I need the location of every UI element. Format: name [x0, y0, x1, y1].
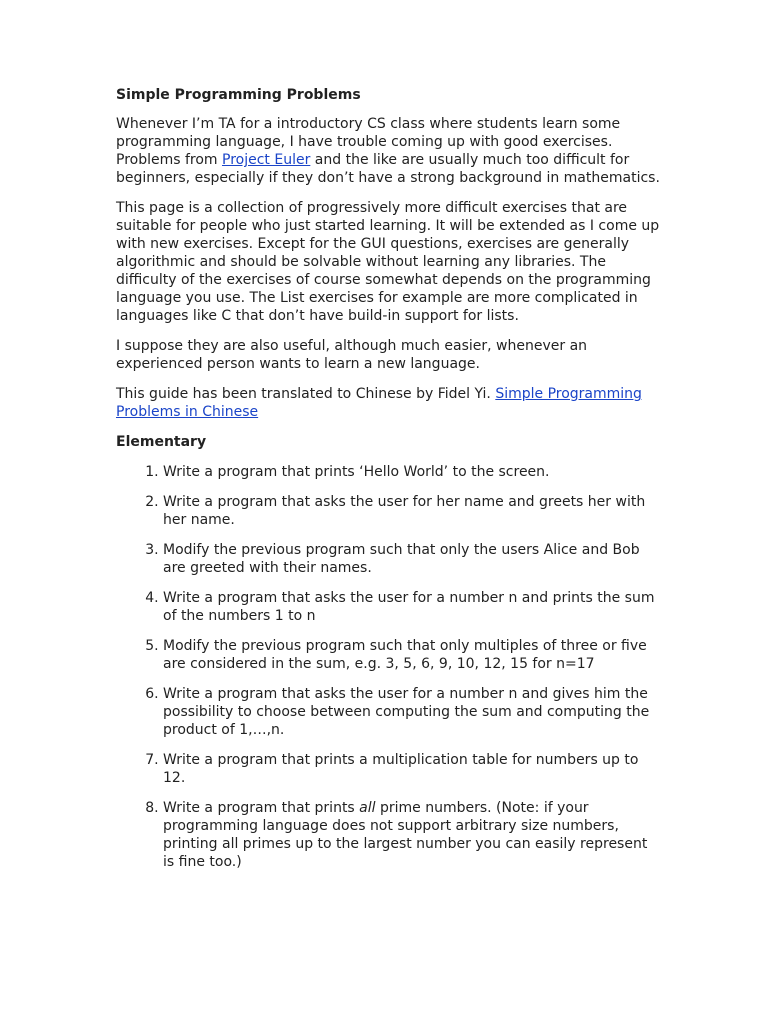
- intro-text-1a: Whenever I’m TA for a introductory CS class where students learn some programming language, I have trouble coming up with good exercises. Problems from: [116, 116, 621, 168]
- problem-item-1: 1. Write a program that prints ‘Hello World’ to the screen.: [163, 463, 661, 481]
- project-euler-link[interactable]: Project Euler: [222, 152, 311, 168]
- problem-8-emphasis: all: [359, 800, 376, 816]
- intro-paragraph-1: [116, 115, 661, 187]
- problem-item-8: [163, 799, 661, 871]
- section-heading-elementary: Elementary: [116, 434, 207, 450]
- problem-item-4: 4. Write a program that asks the user for a number n and prints the sum of the numbers 1 to n: [163, 589, 661, 625]
- problem-list: [116, 463, 661, 871]
- translation-text: This guide has been translated to Chinese by Fidel Yi.: [116, 386, 496, 402]
- problem-8-text-a: Write a program that prints: [163, 800, 360, 816]
- document-page: [116, 80, 661, 883]
- intro-text-1b: and the like are usually much too difficult for beginners, especially if they don’t have a strong background in mathematics.: [116, 152, 660, 186]
- problem-8-text-b: prime numbers. (Note: if your programming language does not support arbitrary size numbers, printing all primes up to the largest number you can easily represent is fine too.): [163, 800, 648, 870]
- intro-paragraph-2: This page is a collection of progressively more difficult exercises that are suitable for people who just started learning. It will be extended as I come up with new exercises. Except for the GUI questions, exercises are generally algorithmic and should be solvable without learning any libraries. The difficulty of the exercises of course somewhat depends on the programming language you use. The List exercises for example are more complicated in languages like C that don’t have build-in support for lists.: [116, 200, 660, 324]
- chinese-translation-link[interactable]: Simple Programming Problems in Chinese: [116, 386, 642, 420]
- problem-item-6: 6. Write a program that asks the user for a number n and gives him the possibility to choose between computing the sum and computing the product of 1,…,n.: [163, 685, 661, 739]
- page-title: Simple Programming Problems: [116, 87, 361, 103]
- problem-item-3: 3. Modify the previous program such that only the users Alice and Bob are greeted with their names.: [163, 541, 661, 577]
- problem-item-2: 2. Write a program that asks the user for her name and greets her with her name.: [163, 493, 661, 529]
- intro-paragraph-4: [116, 385, 661, 421]
- problem-item-7: 7. Write a program that prints a multiplication table for numbers up to 12.: [163, 751, 661, 787]
- intro-paragraph-3: I suppose they are also useful, although much easier, whenever an experienced person wants to learn a new language.: [116, 338, 588, 372]
- problem-item-5: 5. Modify the previous program such that only multiples of three or five are considered in the sum, e.g. 3, 5, 6, 9, 10, 12, 15 for n=17: [163, 637, 661, 673]
